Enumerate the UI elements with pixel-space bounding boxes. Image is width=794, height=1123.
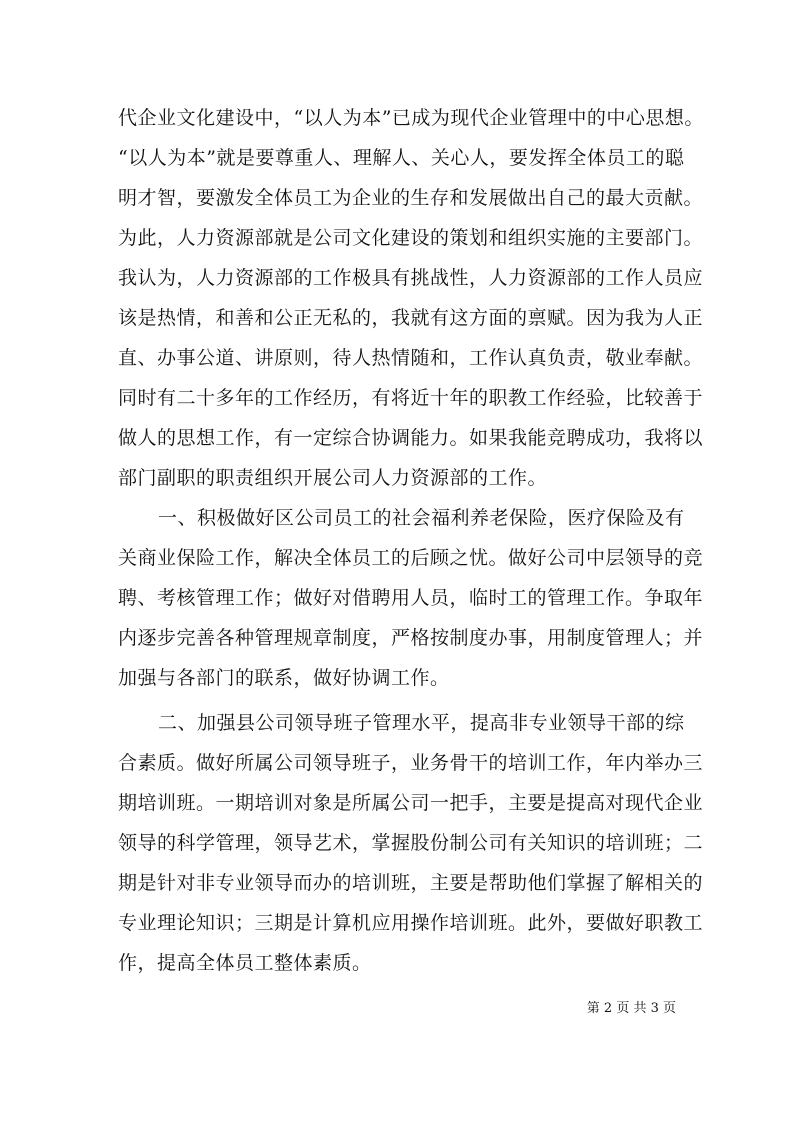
text-line: 该是热情，和善和公正无私的，我就有这方面的禀赋。因为我为人正 <box>118 307 704 329</box>
text-line: 一、积极做好区公司员工的社会福利养老保险，医疗保险及有 <box>158 507 685 529</box>
paragraph-item-one <box>118 498 704 698</box>
text-line: 二、加强县公司领导班子管理水平，提高非专业领导干部的综 <box>158 712 685 734</box>
text-line: 作，提高全体员工整体素质。 <box>118 952 372 974</box>
text-line: “以人为本”就是要尊重人、理解人、关心人，要发挥全体员工的聪 <box>118 147 685 169</box>
text-line: 同时有二十多年的工作经历，有将近十年的职教工作经验，比较善于 <box>118 387 704 409</box>
text-line: 领导的科学管理，领导艺术，掌握股份制公司有关知识的培训班；二 <box>118 832 704 854</box>
text-line: 期培训班。一期培训对象是所属公司一把手，主要是提高对现代企业 <box>118 792 704 814</box>
paragraph-intro <box>118 98 704 498</box>
text-line: 为此，人力资源部就是公司文化建设的策划和组织实施的主要部门。 <box>118 227 704 249</box>
paragraph-item-two <box>118 703 704 983</box>
text-line: 代企业文化建设中，“以人为本”已成为现代企业管理中的中心思想。 <box>118 107 704 129</box>
text-line: 部门副职的职责组织开展公司人力资源部的工作。 <box>118 467 548 489</box>
text-line: 明才智，要激发全体员工为企业的生存和发展做出自己的最大贡献。 <box>118 187 704 209</box>
text-line: 聘、考核管理工作；做好对借聘用人员，临时工的管理工作。争取年 <box>118 587 704 609</box>
text-line: 加强与各部门的联系，做好协调工作。 <box>118 667 450 689</box>
text-line: 内逐步完善各种管理规章制度，严格按制度办事，用制度管理人；并 <box>118 627 704 649</box>
text-line: 做人的思想工作，有一定综合协调能力。如果我能竞聘成功，我将以 <box>118 427 704 449</box>
text-line: 直、办事公道、讲原则，待人热情随和，工作认真负责，敬业奉献。 <box>118 347 704 369</box>
text-line: 合素质。做好所属公司领导班子，业务骨干的培训工作，年内举办三 <box>118 752 704 774</box>
text-line: 期是针对非专业领导而办的培训班，主要是帮助他们掌握了解相关的 <box>118 872 704 894</box>
document-body <box>118 98 704 983</box>
text-line: 我认为，人力资源部的工作极具有挑战性，人力资源部的工作人员应 <box>118 267 704 289</box>
text-line: 专业理论知识；三期是计算机应用操作培训班。此外，要做好职教工 <box>118 912 704 934</box>
page-number-footer: 第 2 页 共 3 页 <box>586 1001 676 1016</box>
text-line: 关商业保险工作，解决全体员工的后顾之忧。做好公司中层领导的竞 <box>118 547 704 569</box>
